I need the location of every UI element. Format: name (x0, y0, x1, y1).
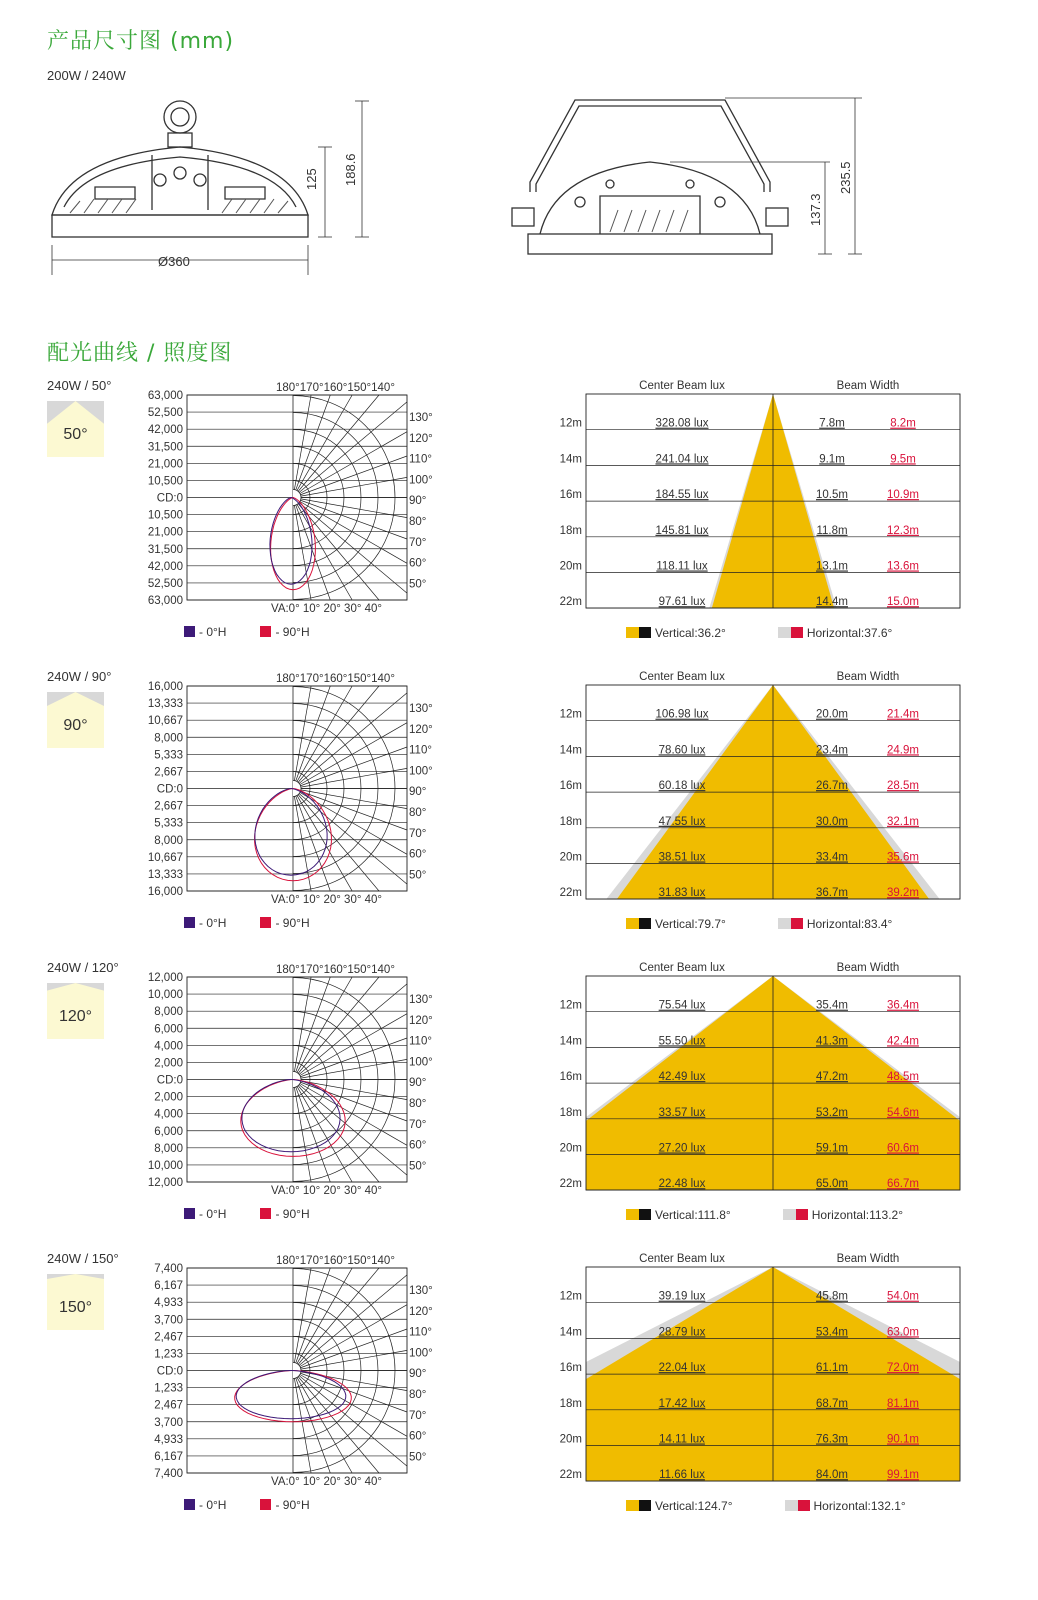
cd-tick-label: 2,667 (154, 766, 183, 779)
beam-width-horizontal: 12.3m (887, 524, 919, 537)
center-lux-value: 42.49 lux (658, 1071, 706, 1084)
beam-width-vertical: 26.7m (816, 780, 848, 793)
dim-h3: 137.3 (808, 193, 823, 226)
cd-tick-label: CD:0 (156, 783, 183, 796)
polar-angle-label: 60° (409, 1430, 427, 1443)
center-lux-value: 31.83 lux (658, 887, 706, 900)
beam-angle-badge (47, 692, 104, 748)
beam-width-vertical: 76.3m (816, 1433, 848, 1446)
cd-tick-label: 5,333 (154, 817, 183, 830)
polar-angle-label: 80° (409, 807, 427, 819)
height-label: 20m (559, 851, 582, 864)
polar-angle-label: 120° (409, 1014, 433, 1027)
vertical-swatch-yellow (626, 627, 639, 638)
vertical-angle: Vertical:36.2° (655, 626, 726, 640)
beam-angle-badge (47, 983, 104, 1039)
polar-angle-label: 50° (409, 869, 427, 882)
center-beam-header: Center Beam lux (639, 671, 725, 683)
polar-angle-label: 120° (409, 1305, 433, 1318)
height-label: 12m (559, 417, 582, 430)
center-lux-value: 241.04 lux (655, 453, 709, 466)
cd-tick-label: 5,333 (154, 749, 183, 762)
polar-angle-label: 50° (409, 1451, 427, 1464)
dim-h2: 188.6 (343, 153, 358, 186)
badge-value: 90° (63, 717, 88, 734)
polar-top-labels: 180°170°160°150°140° (276, 382, 395, 394)
beam-width-horizontal: 35.6m (887, 851, 919, 864)
height-label: 22m (559, 1469, 582, 1482)
beam-width-header: Beam Width (836, 1253, 900, 1265)
beam-width-horizontal: 42.4m (887, 1035, 919, 1048)
beam-legend (626, 1208, 903, 1222)
polar-angle-label: 50° (409, 1160, 427, 1173)
polar-legend (184, 1207, 310, 1221)
cd-tick-label: 63,000 (147, 390, 183, 402)
polar-bottom-labels: VA:0° 10° 20° 30° 40° (271, 603, 383, 615)
horizontal-angle: Horizontal:37.6° (806, 626, 893, 640)
beam-width-horizontal: 48.5m (887, 1071, 919, 1084)
beam-width-vertical: 33.4m (816, 851, 848, 864)
block-label: 240W / 120° (47, 960, 119, 975)
polar-diagram (140, 669, 470, 919)
polar-angle-label: 130° (409, 703, 433, 715)
cd-tick-label: 4,000 (154, 1040, 183, 1053)
center-lux-value: 38.51 lux (658, 851, 706, 864)
beam-legend (626, 917, 892, 931)
polar-angle-label: 100° (409, 765, 433, 778)
beam-width-vertical: 41.3m (816, 1035, 848, 1048)
cd-tick-label: 21,000 (147, 526, 183, 539)
horizontal-swatch-gray (783, 1209, 796, 1220)
section-title-dimensions: 产品尺寸图 (mm) (47, 29, 235, 54)
legend-90h-swatch (260, 626, 271, 637)
legend-90h-label: - 90°H (275, 1207, 310, 1221)
polar-angle-label: 80° (409, 1389, 427, 1401)
height-label: 22m (559, 596, 582, 609)
polar-angle-label: 60° (409, 557, 427, 570)
legend-0h-swatch (184, 626, 195, 637)
cd-tick-label: 10,000 (147, 1159, 183, 1172)
beam-width-horizontal: 99.1m (887, 1469, 919, 1482)
beam-width-horizontal: 81.1m (887, 1397, 919, 1410)
height-label: 22m (559, 887, 582, 900)
height-label: 18m (559, 1397, 582, 1410)
beam-width-horizontal: 36.4m (887, 999, 919, 1012)
legend-0h-label: - 0°H (199, 916, 227, 930)
beam-width-horizontal: 60.6m (887, 1142, 919, 1155)
polar-angle-label: 130° (409, 412, 433, 424)
block-label: 240W / 150° (47, 1251, 119, 1266)
beam-width-header: Beam Width (836, 962, 900, 974)
front-view-drawing (40, 95, 380, 285)
vertical-swatch-yellow (626, 1500, 639, 1511)
cd-tick-label: 31,500 (147, 543, 183, 556)
polar-angle-label: 50° (409, 578, 427, 591)
height-label: 12m (559, 708, 582, 721)
polar-angle-label: 130° (409, 994, 433, 1006)
beam-legend (626, 1499, 906, 1513)
polar-angle-label: 100° (409, 1347, 433, 1360)
center-lux-value: 184.55 lux (655, 489, 709, 502)
center-lux-value: 33.57 lux (658, 1106, 706, 1119)
cd-tick-label: CD:0 (156, 1365, 183, 1378)
cd-tick-label: 52,500 (147, 407, 183, 420)
vertical-swatch-yellow (626, 918, 639, 929)
horizontal-swatch-gray (778, 918, 791, 929)
polar-diagram (140, 378, 470, 628)
cd-tick-label: 12,000 (147, 1177, 183, 1189)
polar-bottom-labels: VA:0° 10° 20° 30° 40° (271, 894, 383, 906)
height-label: 16m (559, 489, 582, 502)
center-lux-value: 78.60 lux (658, 744, 706, 757)
cd-tick-label: 16,000 (147, 886, 183, 898)
vertical-angle: Vertical:79.7° (655, 917, 726, 931)
beam-width-horizontal: 54.0m (887, 1290, 919, 1303)
polar-diagram (140, 960, 470, 1210)
center-lux-value: 27.20 lux (658, 1142, 706, 1155)
polar-legend (184, 625, 310, 639)
polar-top-labels: 180°170°160°150°140° (276, 1255, 395, 1267)
center-lux-value: 47.55 lux (658, 815, 706, 828)
height-label: 14m (559, 1326, 582, 1339)
legend-0h-label: - 0°H (199, 625, 227, 639)
beam-width-vertical: 59.1m (816, 1142, 848, 1155)
beam-width-horizontal: 72.0m (887, 1362, 919, 1375)
center-beam-header: Center Beam lux (639, 962, 725, 974)
center-lux-value: 106.98 lux (655, 708, 709, 721)
horizontal-swatch-red (796, 1209, 808, 1220)
polar-angle-label: 60° (409, 848, 427, 861)
polar-angle-label: 90° (409, 1368, 427, 1381)
cd-tick-label: 8,000 (154, 834, 183, 847)
cd-tick-label: 16,000 (147, 681, 183, 693)
beam-width-horizontal: 32.1m (887, 815, 919, 828)
illuminance-chart (540, 378, 980, 618)
height-label: 20m (559, 560, 582, 573)
cd-tick-label: 12,000 (147, 972, 183, 984)
cd-tick-label: 52,500 (147, 577, 183, 590)
height-label: 14m (559, 453, 582, 466)
center-lux-value: 97.61 lux (658, 596, 706, 609)
cd-tick-label: 3,700 (154, 1416, 183, 1429)
vertical-swatch-black (639, 1209, 651, 1220)
height-label: 18m (559, 524, 582, 537)
cd-tick-label: 10,667 (147, 851, 183, 864)
cd-tick-label: 2,000 (154, 1057, 183, 1070)
cd-tick-label: CD:0 (156, 492, 183, 505)
vertical-swatch-black (639, 1500, 651, 1511)
cd-tick-label: 4,933 (154, 1297, 183, 1310)
center-lux-value: 22.04 lux (658, 1362, 706, 1375)
beam-width-vertical: 61.1m (816, 1362, 848, 1375)
dim-h1: 125 (304, 168, 319, 190)
vertical-angle: Vertical:111.8° (655, 1208, 731, 1222)
horizontal-swatch-gray (785, 1500, 798, 1511)
beam-width-vertical: 13.1m (816, 560, 848, 573)
beam-width-horizontal: 24.9m (887, 744, 919, 757)
vertical-swatch-black (639, 627, 651, 638)
beam-width-horizontal: 54.6m (887, 1106, 919, 1119)
polar-angle-label: 80° (409, 1098, 427, 1110)
cd-tick-label: 13,333 (147, 868, 183, 881)
beam-width-vertical: 7.8m (819, 417, 845, 430)
cd-tick-label: 7,400 (154, 1468, 183, 1480)
beam-width-horizontal: 90.1m (887, 1433, 919, 1446)
height-label: 14m (559, 744, 582, 757)
side-view-drawing (500, 92, 870, 267)
beam-width-vertical: 14.4m (816, 596, 848, 609)
horizontal-swatch-gray (778, 627, 791, 638)
beam-width-horizontal: 8.2m (890, 417, 916, 430)
beam-width-vertical: 20.0m (816, 708, 848, 721)
cd-tick-label: 63,000 (147, 595, 183, 607)
polar-angle-label: 70° (409, 1118, 427, 1131)
legend-90h-swatch (260, 1499, 271, 1510)
cd-tick-label: 2,667 (154, 800, 183, 813)
cd-tick-label: CD:0 (156, 1074, 183, 1087)
legend-90h-swatch (260, 1208, 271, 1219)
height-label: 22m (559, 1178, 582, 1191)
height-label: 16m (559, 780, 582, 793)
beam-width-vertical: 36.7m (816, 887, 848, 900)
polar-angle-label: 90° (409, 786, 427, 799)
cd-tick-label: 7,400 (154, 1263, 183, 1275)
cd-tick-label: 2,467 (154, 1399, 183, 1412)
cd-tick-label: 42,000 (147, 424, 183, 437)
beam-angle-badge (47, 401, 104, 457)
cd-tick-label: 4,000 (154, 1108, 183, 1121)
cd-tick-label: 2,000 (154, 1091, 183, 1104)
polar-angle-label: 100° (409, 1056, 433, 1069)
center-lux-value: 11.66 lux (659, 1469, 705, 1482)
legend-0h-label: - 0°H (199, 1498, 227, 1512)
polar-top-labels: 180°170°160°150°140° (276, 673, 395, 685)
polar-angle-label: 120° (409, 432, 433, 445)
illuminance-chart (540, 960, 980, 1200)
legend-0h-swatch (184, 1208, 195, 1219)
height-label: 20m (559, 1142, 582, 1155)
height-label: 16m (559, 1071, 582, 1084)
cd-tick-label: 6,000 (154, 1023, 183, 1036)
height-label: 18m (559, 1106, 582, 1119)
beam-width-vertical: 53.2m (816, 1106, 848, 1119)
height-label: 12m (559, 1290, 582, 1303)
cd-tick-label: 13,333 (147, 698, 183, 711)
dim-diameter: Ø360 (158, 254, 190, 269)
illuminance-chart (540, 669, 980, 909)
center-lux-value: 75.54 lux (658, 999, 706, 1012)
horizontal-angle: Horizontal:113.2° (811, 1208, 904, 1222)
cd-tick-label: 10,500 (147, 475, 183, 488)
height-label: 18m (559, 815, 582, 828)
beam-width-vertical: 9.1m (819, 453, 845, 466)
beam-width-vertical: 53.4m (816, 1326, 848, 1339)
vertical-swatch-black (639, 918, 651, 929)
cd-tick-label: 6,167 (154, 1450, 183, 1463)
beam-width-vertical: 30.0m (816, 815, 848, 828)
horizontal-angle: Horizontal:132.1° (813, 1499, 906, 1513)
cd-tick-label: 2,467 (154, 1331, 183, 1344)
block-label: 240W / 50° (47, 378, 112, 393)
cd-tick-label: 4,933 (154, 1433, 183, 1446)
legend-90h-label: - 90°H (275, 1498, 310, 1512)
center-beam-header: Center Beam lux (639, 1253, 725, 1265)
illuminance-chart (540, 1251, 980, 1491)
center-lux-value: 17.42 lux (658, 1397, 706, 1410)
polar-angle-label: 110° (409, 1035, 432, 1048)
cd-tick-label: 10,667 (147, 715, 183, 728)
center-lux-value: 118.11 lux (656, 560, 708, 573)
cd-tick-label: 8,000 (154, 732, 183, 745)
cd-tick-label: 8,000 (154, 1142, 183, 1155)
center-beam-header: Center Beam lux (639, 380, 725, 392)
beam-legend (626, 626, 892, 640)
beam-width-header: Beam Width (836, 671, 900, 683)
cd-tick-label: 21,000 (147, 458, 183, 471)
beam-width-vertical: 84.0m (816, 1469, 848, 1482)
beam-width-header: Beam Width (836, 380, 900, 392)
center-lux-value: 14.11 lux (659, 1433, 705, 1446)
beam-width-horizontal: 63.0m (887, 1326, 919, 1339)
beam-width-horizontal: 28.5m (887, 780, 919, 793)
beam-angle-badge (47, 1274, 104, 1330)
block-label: 240W / 90° (47, 669, 112, 684)
horizontal-swatch-red (798, 1500, 810, 1511)
polar-angle-label: 110° (409, 453, 432, 466)
legend-0h-label: - 0°H (199, 1207, 227, 1221)
beam-width-horizontal: 9.5m (890, 453, 916, 466)
beam-width-vertical: 23.4m (816, 744, 848, 757)
cd-tick-label: 6,167 (154, 1280, 183, 1293)
beam-width-vertical: 65.0m (816, 1178, 848, 1191)
polar-legend (184, 916, 310, 930)
beam-width-horizontal: 39.2m (887, 887, 919, 900)
polar-angle-label: 90° (409, 1077, 427, 1090)
cd-tick-label: 10,500 (147, 509, 183, 522)
polar-angle-label: 60° (409, 1139, 427, 1152)
beam-width-horizontal: 13.6m (887, 560, 919, 573)
polar-angle-label: 70° (409, 827, 427, 840)
beam-width-vertical: 45.8m (816, 1290, 848, 1303)
beam-width-horizontal: 66.7m (887, 1178, 919, 1191)
polar-bottom-labels: VA:0° 10° 20° 30° 40° (271, 1476, 383, 1488)
horizontal-swatch-red (791, 627, 803, 638)
height-label: 20m (559, 1433, 582, 1446)
dim-h4: 235.5 (838, 161, 853, 194)
center-lux-value: 60.18 lux (658, 780, 706, 793)
cd-tick-label: 6,000 (154, 1125, 183, 1138)
polar-angle-label: 130° (409, 1285, 433, 1297)
beam-width-vertical: 10.5m (816, 489, 848, 502)
polar-angle-label: 70° (409, 536, 427, 549)
polar-angle-label: 90° (409, 495, 427, 508)
cd-tick-label: 1,233 (154, 1348, 183, 1361)
badge-value: 120° (58, 1008, 93, 1025)
beam-width-vertical: 68.7m (816, 1397, 848, 1410)
center-lux-value: 28.79 lux (658, 1326, 706, 1339)
polar-top-labels: 180°170°160°150°140° (276, 964, 395, 976)
polar-angle-label: 80° (409, 516, 427, 528)
model-label: 200W / 240W (47, 68, 126, 83)
vertical-angle: Vertical:124.7° (655, 1499, 733, 1513)
center-lux-value: 22.48 lux (658, 1178, 706, 1191)
badge-value: 150° (58, 1299, 93, 1316)
cd-tick-label: 42,000 (147, 560, 183, 573)
beam-width-horizontal: 15.0m (887, 596, 919, 609)
beam-width-vertical: 11.8m (816, 524, 848, 537)
beam-width-vertical: 47.2m (816, 1071, 848, 1084)
legend-90h-label: - 90°H (275, 625, 310, 639)
badge-value: 50° (63, 426, 88, 443)
center-lux-value: 328.08 lux (655, 417, 709, 430)
cd-tick-label: 10,000 (147, 989, 183, 1002)
legend-0h-swatch (184, 917, 195, 928)
center-lux-value: 145.81 lux (655, 524, 709, 537)
center-lux-value: 55.50 lux (658, 1035, 706, 1048)
legend-90h-label: - 90°H (275, 916, 310, 930)
horizontal-swatch-red (791, 918, 803, 929)
polar-angle-label: 100° (409, 474, 433, 487)
height-label: 12m (559, 999, 582, 1012)
section-title-light-distribution: 配光曲线 / 照度图 (47, 341, 233, 366)
legend-0h-swatch (184, 1499, 195, 1510)
polar-angle-label: 110° (409, 1326, 432, 1339)
polar-bottom-labels: VA:0° 10° 20° 30° 40° (271, 1185, 383, 1197)
beam-width-horizontal: 21.4m (887, 708, 919, 721)
cd-tick-label: 31,500 (147, 441, 183, 454)
height-label: 14m (559, 1035, 582, 1048)
height-label: 16m (559, 1362, 582, 1375)
vertical-swatch-yellow (626, 1209, 639, 1220)
polar-angle-label: 70° (409, 1409, 427, 1422)
cd-tick-label: 8,000 (154, 1006, 183, 1019)
polar-diagram (140, 1251, 470, 1501)
center-lux-value: 39.19 lux (658, 1290, 706, 1303)
cd-tick-label: 1,233 (154, 1382, 183, 1395)
cd-tick-label: 3,700 (154, 1314, 183, 1327)
horizontal-angle: Horizontal:83.4° (806, 917, 893, 931)
beam-width-horizontal: 10.9m (887, 489, 919, 502)
polar-angle-label: 110° (409, 744, 432, 757)
beam-width-vertical: 35.4m (816, 999, 848, 1012)
legend-90h-swatch (260, 917, 271, 928)
polar-legend (184, 1498, 310, 1512)
polar-angle-label: 120° (409, 723, 433, 736)
